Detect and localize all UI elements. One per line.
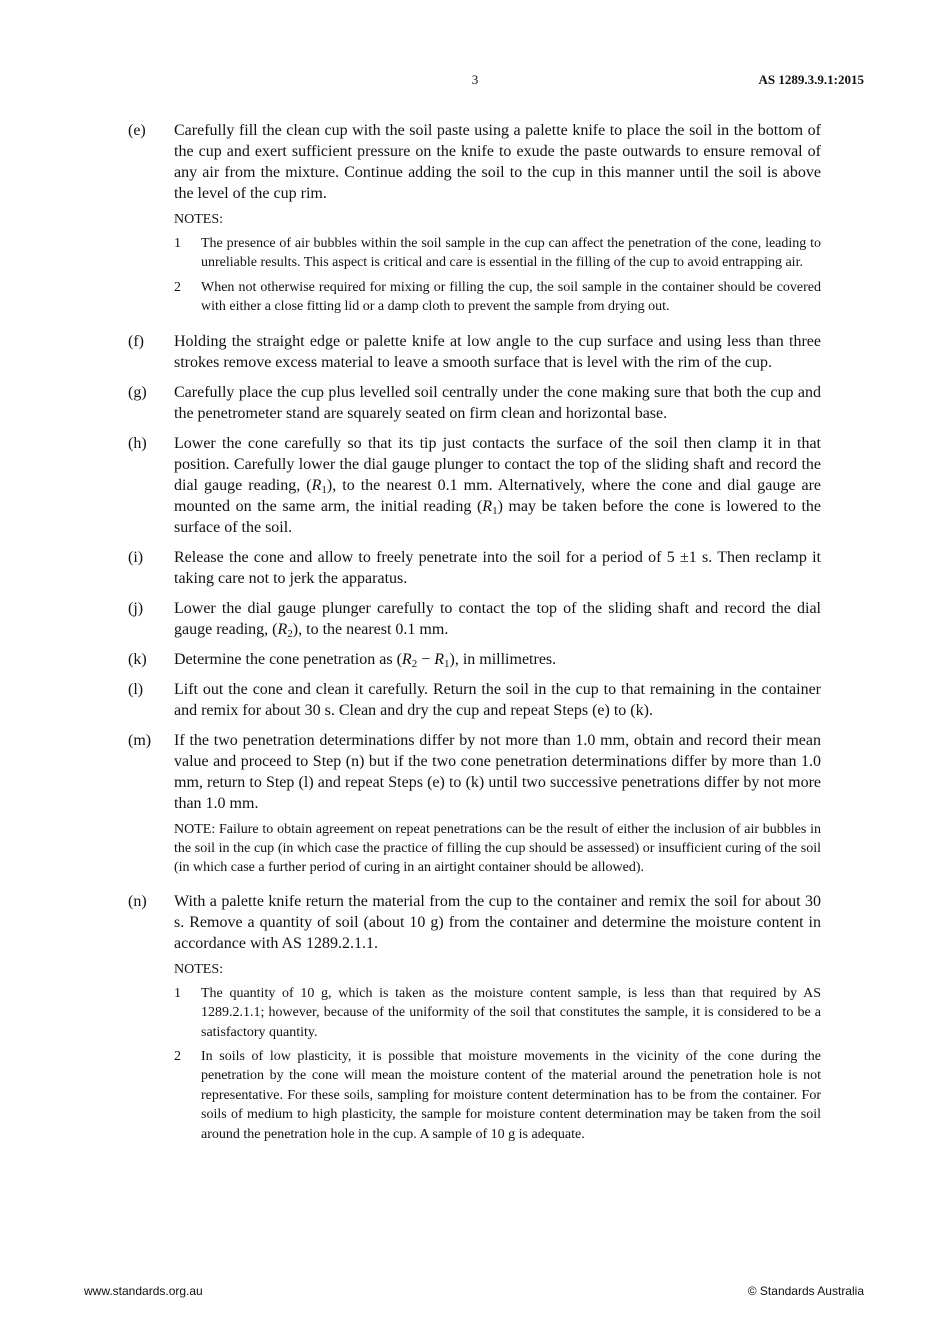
variable-r: R [401,650,412,668]
footer-copyright: © Standards Australia [747,1284,864,1298]
step-label: (m) [128,731,152,749]
step-label: (l) [128,680,144,698]
note-item [174,278,821,317]
step-label: (k) [128,650,147,668]
step-f [128,331,821,373]
step-text: With a palette knife return the material from the cup to the container and remix the soil for about 30 s. Remove a quantity of soil (about 10 g) from the container and determine the moisture content in accordance with AS 1289.2.1.1. [174,892,821,952]
note-item [174,234,821,273]
step-label: (i) [128,548,144,566]
page-number: 3 [471,72,479,87]
step-l [128,679,821,721]
variable-r: R [311,476,322,494]
footer-website-link[interactable]: www.standards.org.au [84,1284,203,1298]
note-number: 2 [174,279,181,295]
note-number: 2 [174,1049,181,1065]
step-label: (g) [128,383,147,401]
notes-heading: NOTES: [174,212,223,227]
step-label: (n) [128,892,147,910]
step-text: Carefully fill the clean cup with the soil paste using a palette knife to place the soil in the bottom of the cup and exert sufficient pressure on the knife to exude the paste outwards to ensure removal of any air from the mixture. Continue adding the soil to the cup in this manner until the soil is above the level of the cup rim. [174,122,821,202]
variable-r: R [482,497,493,515]
note-item [174,1047,821,1144]
step-text: Lower the dial gauge plunger carefully to contact the top of the sliding shaft and record the dial gauge reading, $(R_2)$, to the nearest 0.1 mm. [174,599,821,640]
step-g [128,382,821,424]
step-text: Determine the cone penetration as $(R_2 - R_1)$, in millimetres. [174,650,557,670]
step-label: (j) [128,599,144,617]
note-number: 1 [174,236,181,251]
procedure-steps [128,120,821,1158]
note-text: In soils of low plasticity, it is possible that moisture movements in the vicinity of the cone during the penetration by the cone will mean the moisture content of the material around the penetration hole is not representative. For these soils, sampling for moisture content determination has to be from the container. For soils of medium to high plasticity, the sample for moisture content determination may be taken from the soil around the penetration hole in the cup. A sample of 10 g is adequate. [201,1049,821,1142]
step-label: (f) [128,332,144,350]
step-text: Release the cone and allow to freely penetrate into the soil for a period of 5 ±1 s. Then reclamp it taking care not to jerk the apparatus. [174,548,821,587]
step-label: (h) [128,434,147,452]
step-text: Lift out the cone and clean it carefully. Return the soil in the cup to that remaining in the container and remix for about 30 s. Clean and dry the cup and repeat Steps (e) to (k). [174,680,821,719]
step-j [128,598,821,640]
notes-heading: NOTES: [174,961,223,977]
note-text: The presence of air bubbles within the soil sample in the cup can affect the penetration of the cone, leading to unreliable results. This aspect is critical and care is essential in the filling of the cup to avoid entrapping air. [201,236,821,271]
note-text: NOTE: Failure to obtain agreement on repeat penetrations can be the result of either the inclusion of air bubbles in the soil in the cup (in which case the practice of filling the cup should be assessed) or insufficient curing of the soil (in which case a further period of curing in an airtight container should be allowed). [174,821,821,876]
note-number: 1 [174,985,181,1001]
document-code: AS 1289.3.9.1:2015 [758,72,864,87]
step-text: If the two penetration determinations differ by not more than 1.0 mm, obtain and record their mean value and proceed to Step (n) but if the two cone penetration determinations differ by more than 1.0 mm, return to Step (l) and repeat Steps (e) to (k) until two successive penetrations differ by not more than 1.0 mm. [174,731,821,812]
step-text: Carefully place the cup plus levelled soil centrally under the cone making sure that both the cup and the penetrometer stand are squarely seated on firm clean and horizontal base. [174,383,821,422]
note-text: The quantity of 10 g, which is taken as the moisture content sample, is less than that required by AS 1289.2.1.1; however, because of the uniformity of the soil that constitutes the sample, it is considered to be a satisfactory quantity. [201,985,821,1040]
note-item [174,984,821,1042]
variable-r: R [434,650,444,668]
step-n [128,891,821,1149]
step-text: Holding the straight edge or palette knife at low angle to the cup surface and using less than three strokes remove excess material to leave a smooth surface that is level with the rim of the cup. [174,332,821,371]
step-h [128,433,821,538]
variable-r: R [277,620,288,638]
step-k [128,649,821,670]
step-text: Lower the cone carefully so that its tip just contacts the surface of the soil then clamp it in that position. Carefully lower the dial gauge plunger to contact the top of the sliding shaft and record the dial gauge reading, $(R_1)$, to the nearest 0.1 mm. Alternatively, where the cone and dial gauge are mounted on the same arm, the initial reading $(R_1)$ may be taken before the cone is lowered to the surface of the soil. [174,434,822,536]
step-m [128,730,821,882]
step-e [128,120,821,322]
note-text: When not otherwise required for mixing or filling the cup, the soil sample in the container should be covered with either a close fitting lid or a damp cloth to prevent the sample from drying out. [201,279,821,315]
step-i [128,547,821,589]
step-label: (e) [128,122,146,139]
